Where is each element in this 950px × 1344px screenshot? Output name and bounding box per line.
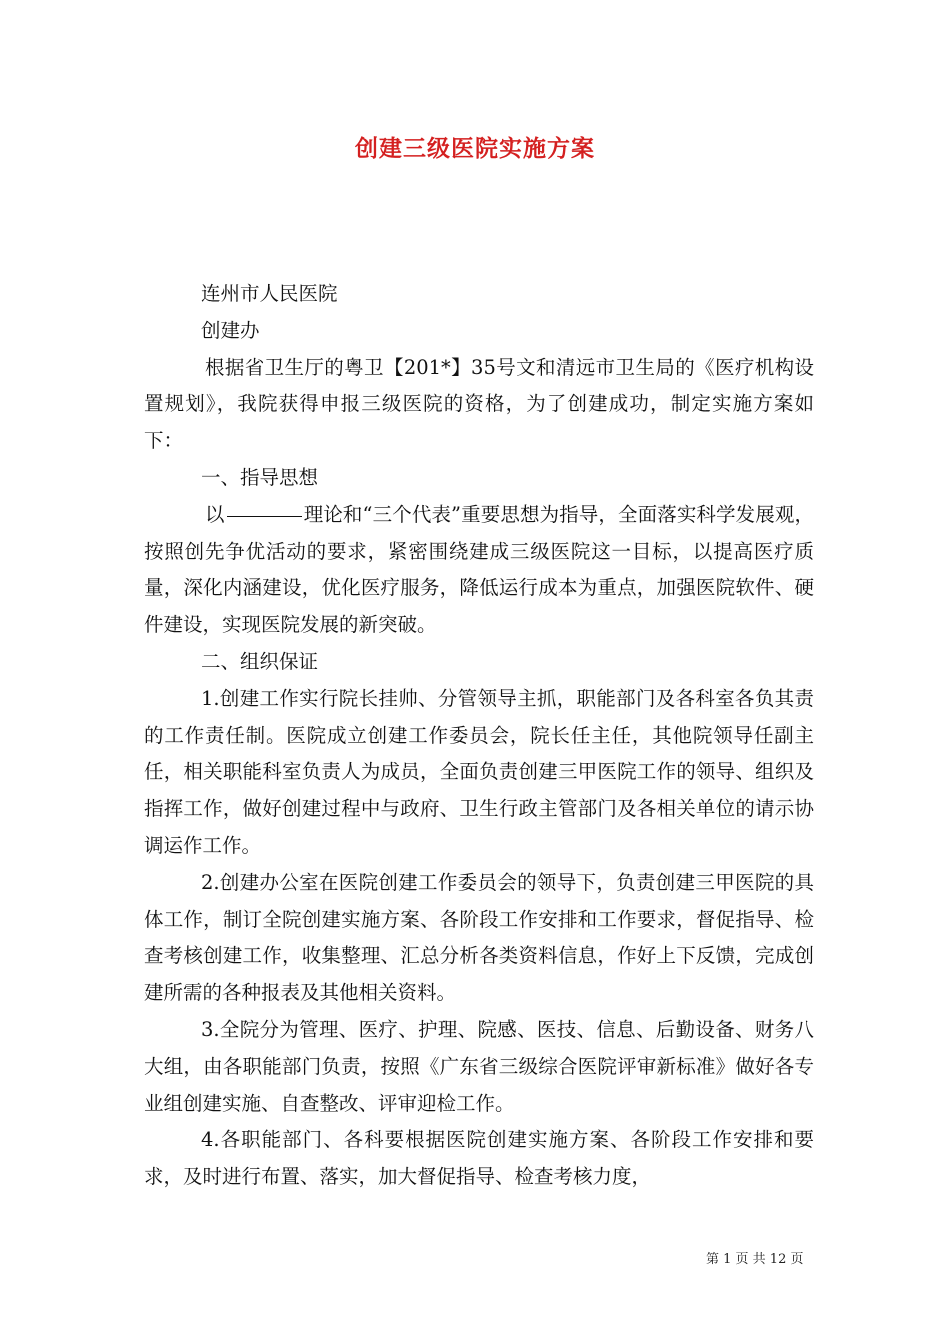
section-heading-guiding-ideology: 一、指导思想	[201, 465, 319, 489]
office-name: 创建办	[201, 318, 260, 342]
section-heading-organization: 二、组织保证	[201, 649, 319, 673]
organization-name: 连州市人民医院	[201, 282, 338, 305]
list-item: 1.创建工作实行院长挂帅、分管领导主抓，职能部门及各科室各负其责的工作责任制。医院成立创建工作委员会，院长任主任，其他院领导任副主任，相关职能科室负责人为成员，全面负责创建三甲医院工作的领导、组织及指挥工作，做好创建过程中与政府、卫生行政主管部门及各相关单位的请示协调运作工作。	[144, 686, 814, 857]
list-item: 2.创建办公室在医院创建工作委员会的领导下，负责创建三甲医院的具体工作，制订全院创建实施方案、各阶段工作安排和工作要求，督促指导、检查考核创建工作，收集整理、汇总分析各类资料信息，作好上下反馈，完成创建所需的各种报表及其他相关资料。	[144, 870, 814, 1005]
guiding-ideology-text: 理论和“三个代表”重要思想为指导，全面落实科学发展观，按照创先争优活动的要求，紧密围绕建成三级医院这一目标，以提高医疗质量，深化内涵建设，优化医疗服务，降低运行成本为重点，加强医院软件、硬件建设，实现医院发展的新突破。	[144, 502, 814, 637]
guiding-ideology-lead: 以	[205, 502, 225, 526]
guiding-ideology-paragraph	[144, 497, 814, 644]
blank-underline	[227, 515, 302, 517]
list-item: 3.全院分为管理、医疗、护理、院感、医技、信息、后勤设备、财务八大组，由各职能部门负责，按照《广东省三级综合医院评审新标准》做好各专业组创建实施、自查整改、评审迎检工作。	[144, 1017, 814, 1115]
document-title: 创建三级医院实施方案	[355, 135, 595, 162]
intro-paragraph: 根据省卫生厅的粤卫【201*】35号文和清远市卫生局的《医疗机构设置规划》，我院获得申报三级医院的资格，为了创建成功，制定实施方案如下：	[144, 355, 814, 453]
list-item: 4.各职能部门、各科要根据医院创建实施方案、各阶段工作安排和要求，及时进行布置、落实，加大督促指导、检查考核力度，	[144, 1128, 814, 1189]
document-body	[144, 276, 814, 1196]
page-number: 第 1 页 共 12 页	[706, 1252, 804, 1267]
